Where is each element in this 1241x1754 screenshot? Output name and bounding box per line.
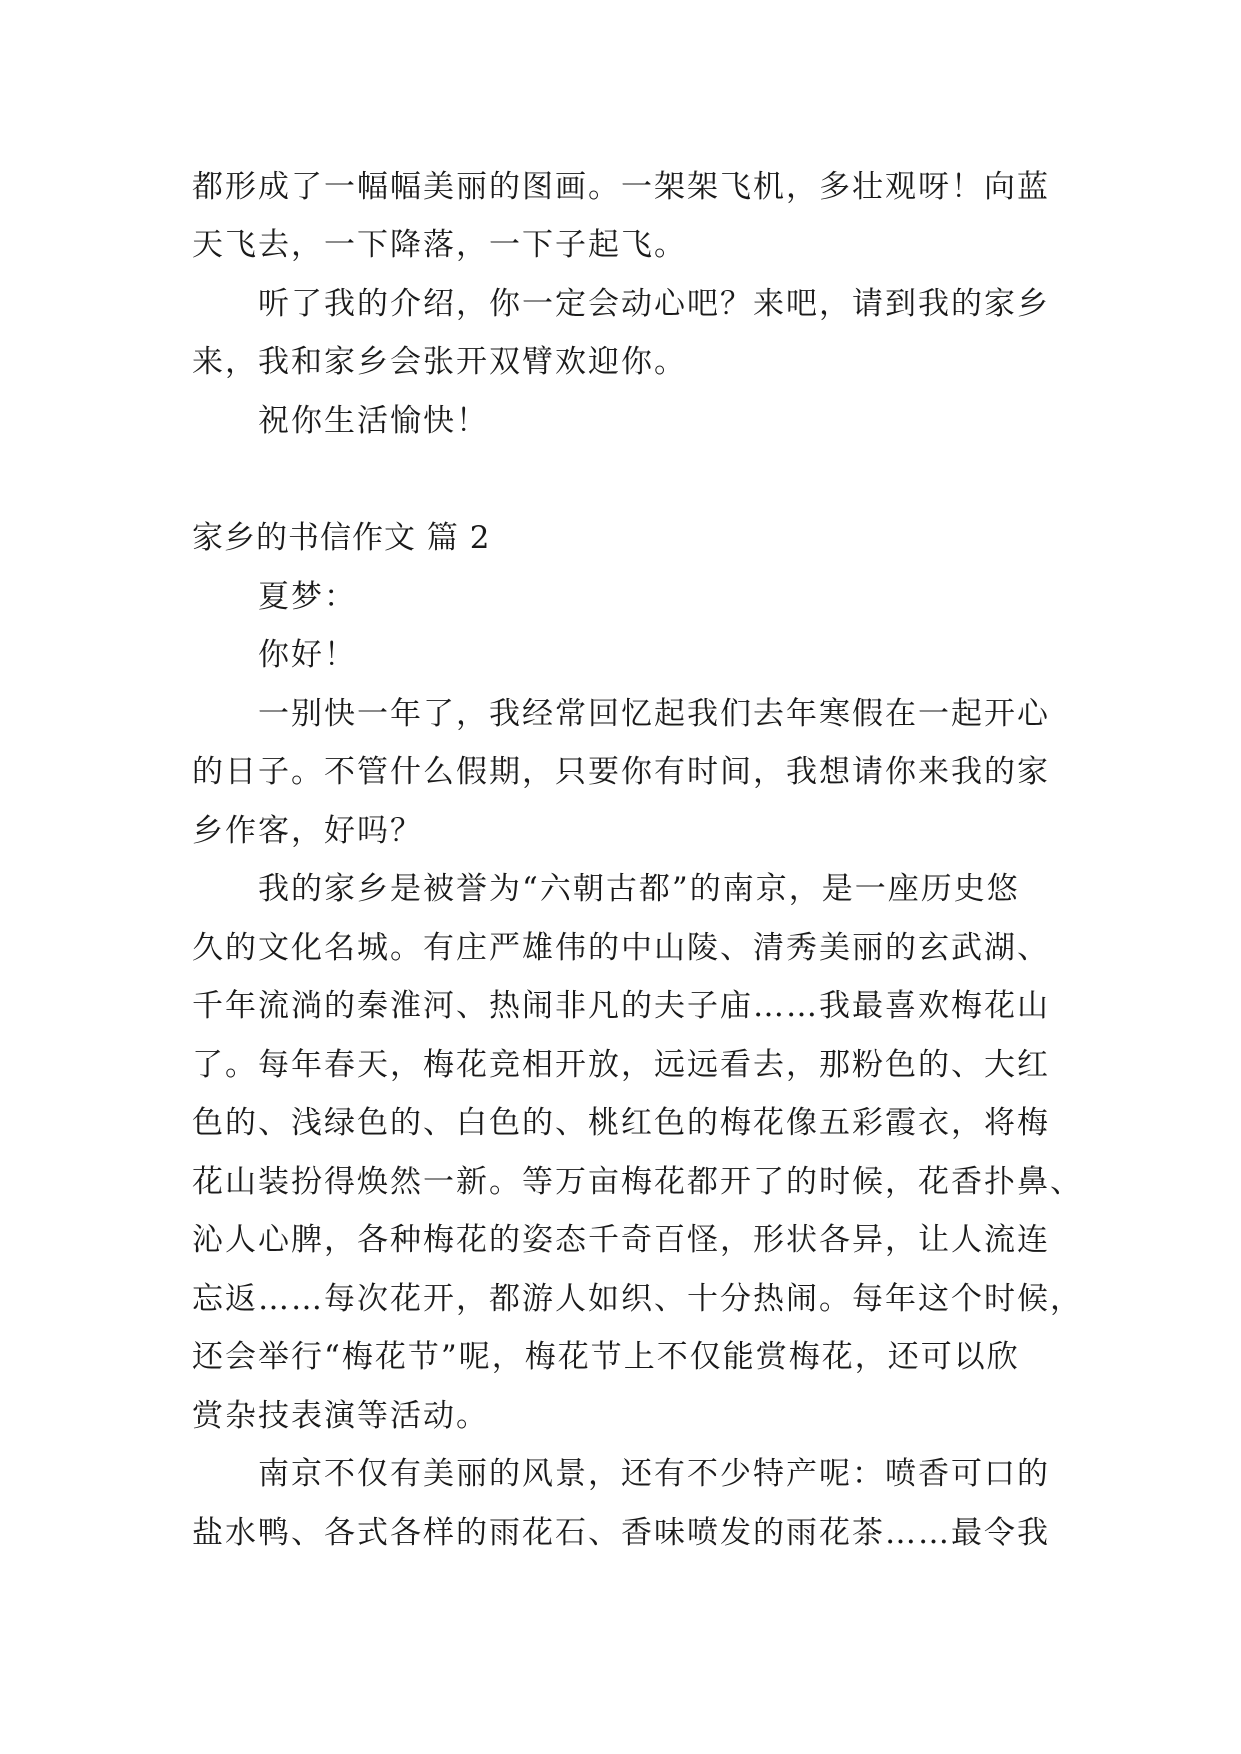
text-line: 色的、浅绿色的、白色的、桃红色的梅花像五彩霞衣，将梅	[192, 1105, 1050, 1141]
salutation: 夏梦：	[258, 579, 357, 615]
section-heading: 家乡的书信作文 篇 2	[192, 520, 491, 556]
text-line: 天飞去，一下降落，一下子起飞。	[192, 227, 687, 263]
paragraph-first-line: 一别快一年了，我经常回忆起我们去年寒假在一起开心	[258, 696, 1050, 732]
text-line: 盐水鸭、各式各样的雨花石、香味喷发的雨花茶……最令我	[192, 1515, 1050, 1551]
text-line: 来，我和家乡会张开双臂欢迎你。	[192, 344, 687, 380]
text-line: 的日子。不管什么假期，只要你有时间，我想请你来我的家	[192, 754, 1050, 790]
paragraph-first-line: 我的家乡是被誉为“六朝古都”的南京，是一座历史悠	[258, 871, 1020, 907]
greeting: 你好！	[258, 637, 357, 673]
text-line: 都形成了一幅幅美丽的图画。一架架飞机，多壮观呀！向蓝	[192, 169, 1050, 205]
text-line: 忘返……每次花开，都游人如织、十分热闹。每年这个时候，	[192, 1281, 1083, 1317]
text-line: 了。每年春天，梅花竞相开放，远远看去，那粉色的、大红	[192, 1047, 1050, 1083]
paragraph-first-line: 听了我的介绍，你一定会动心吧？来吧，请到我的家乡	[258, 286, 1050, 322]
closing-line: 祝你生活愉快！	[258, 403, 489, 439]
text-line: 千年流淌的秦淮河、热闹非凡的夫子庙……我最喜欢梅花山	[192, 988, 1050, 1024]
text-line: 沁人心脾，各种梅花的姿态千奇百怪，形状各异，让人流连	[192, 1222, 1050, 1258]
text-line: 乡作客，好吗？	[192, 813, 423, 849]
text-line: 赏杂技表演等活动。	[192, 1398, 489, 1434]
text-line: 还会举行“梅花节”呢，梅花节上不仅能赏梅花，还可以欣	[192, 1339, 1020, 1375]
text-line: 花山装扮得焕然一新。等万亩梅花都开了的时候，花香扑鼻、	[192, 1164, 1083, 1200]
paragraph-first-line: 南京不仅有美丽的风景，还有不少特产呢：喷香可口的	[258, 1456, 1050, 1492]
text-line: 久的文化名城。有庄严雄伟的中山陵、清秀美丽的玄武湖、	[192, 930, 1050, 966]
